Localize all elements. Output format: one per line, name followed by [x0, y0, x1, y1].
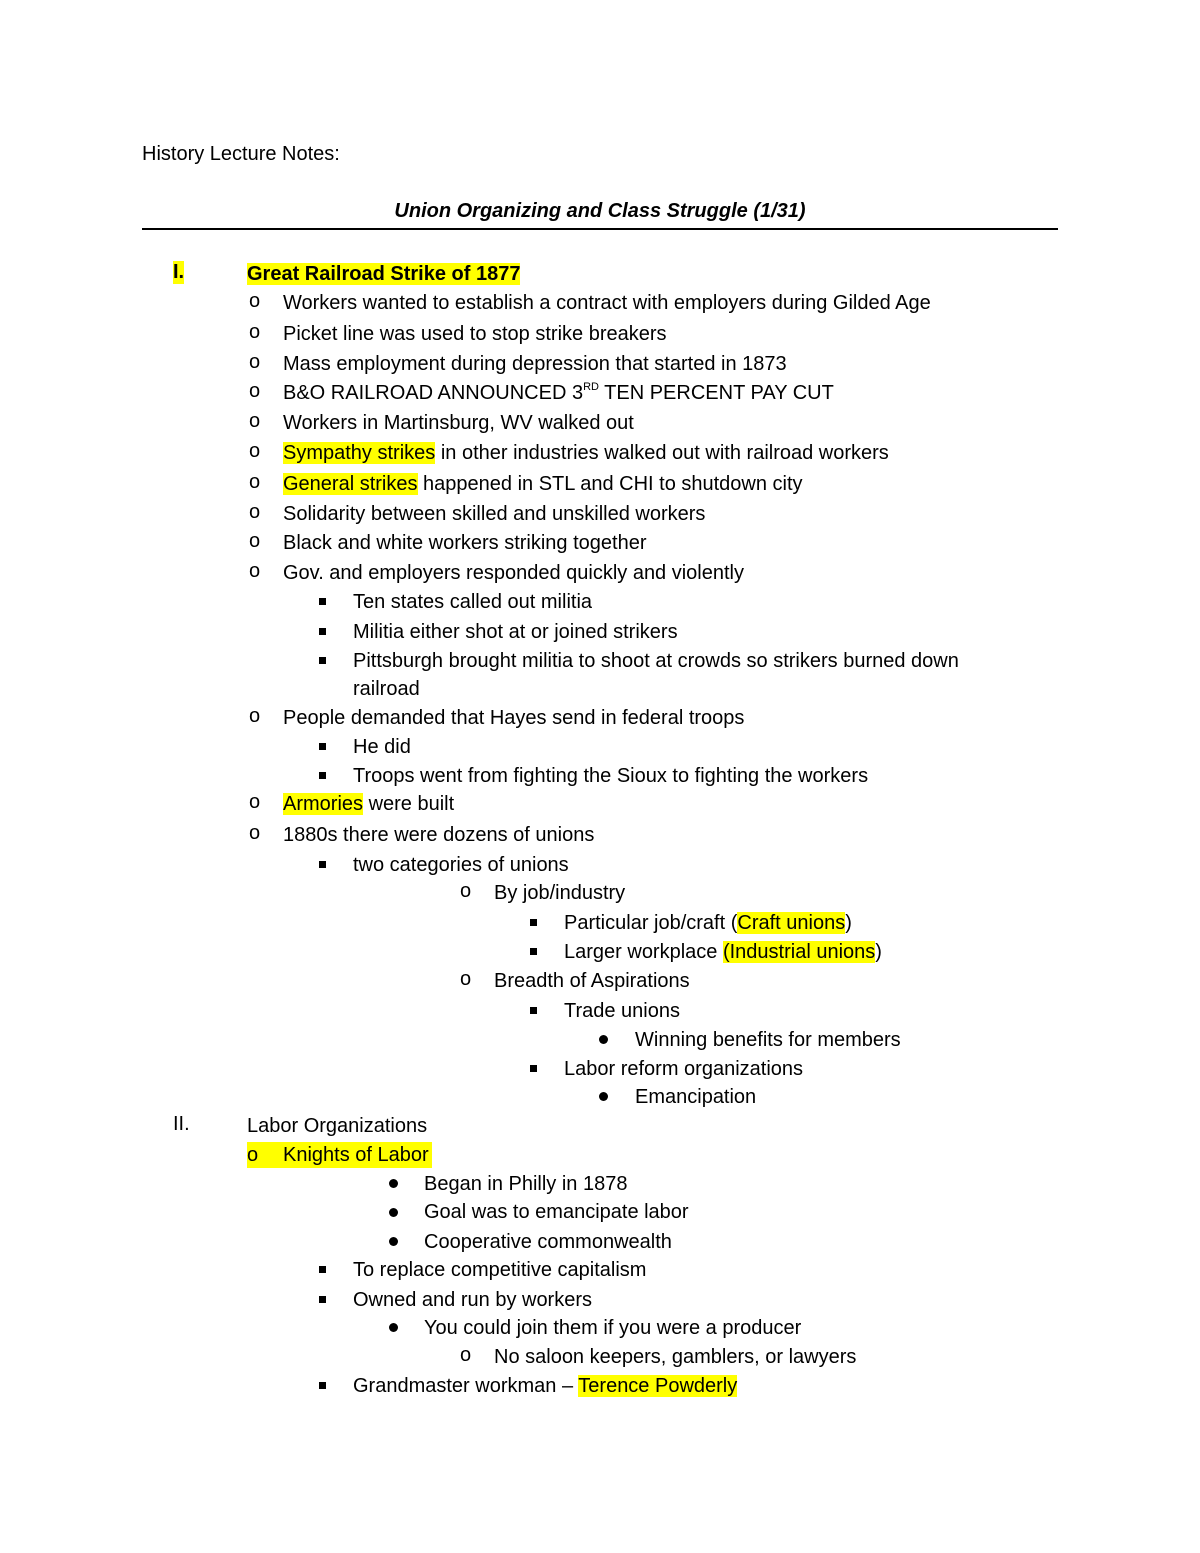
dot-bullet-icon	[389, 1208, 398, 1217]
list-item: Ten states called out militia	[353, 591, 593, 613]
highlighted-term: Craft unions	[737, 912, 846, 934]
dot-bullet-icon	[389, 1179, 398, 1188]
highlighted-term: (Industrial unions	[722, 941, 876, 963]
list-item	[283, 471, 803, 497]
section-1-heading	[247, 261, 520, 287]
dot-bullet-icon	[389, 1323, 398, 1332]
page-header: History Lecture Notes:	[142, 143, 340, 165]
circle-bullet-icon: o	[249, 440, 261, 462]
square-bullet-icon	[319, 1382, 326, 1389]
square-bullet-icon	[530, 948, 537, 955]
circle-bullet-icon: o	[249, 321, 261, 343]
list-item: Solidarity between skilled and unskilled workers	[283, 503, 706, 525]
list-item: People demanded that Hayes send in federal troops	[283, 707, 745, 729]
circle-bullet-icon: o	[249, 380, 261, 402]
circle-bullet-icon: o	[460, 1344, 472, 1366]
square-bullet-icon	[319, 657, 326, 664]
list-item	[247, 1142, 432, 1168]
page-title: Union Organizing and Class Struggle (1/31)	[394, 200, 806, 222]
circle-bullet-icon: o	[249, 705, 261, 727]
circle-bullet-icon: o	[249, 560, 261, 582]
highlighted-term: Sympathy strikes	[283, 442, 436, 464]
list-item: No saloon keepers, gamblers, or lawyers	[494, 1346, 857, 1368]
square-bullet-icon	[319, 1296, 326, 1303]
section-2-heading: Labor Organizations	[247, 1115, 428, 1137]
list-item: Workers wanted to establish a contract with employers during Gilded Age	[283, 292, 931, 314]
list-item: Trade unions	[564, 1000, 680, 1022]
list-item: Mass employment during depression that started in 1873	[283, 353, 787, 375]
square-bullet-icon	[530, 1007, 537, 1014]
highlighted-term: Knights of Labor	[283, 1144, 429, 1166]
circle-bullet-icon: o	[249, 822, 261, 844]
list-item: Owned and run by workers	[353, 1289, 593, 1311]
circle-bullet-icon: o	[249, 351, 261, 373]
list-item: By job/industry	[494, 882, 626, 904]
list-item: Labor reform organizations	[564, 1058, 804, 1080]
list-item-text: were built	[363, 793, 455, 815]
circle-bullet-icon: o	[460, 880, 472, 902]
list-item	[283, 440, 889, 466]
square-bullet-icon	[530, 1065, 537, 1072]
list-item-text: B&O RAILROAD ANNOUNCED 3	[283, 382, 584, 404]
section-1-numeral: I.	[173, 261, 185, 283]
list-item: To replace competitive capitalism	[353, 1259, 647, 1281]
circle-bullet-icon: o	[247, 1144, 259, 1166]
list-item-text: Grandmaster workman –	[353, 1375, 579, 1397]
list-item: Black and white workers striking together	[283, 532, 647, 554]
list-item: two categories of unions	[353, 854, 569, 876]
circle-bullet-icon: o	[460, 968, 472, 990]
list-item: Winning benefits for members	[635, 1029, 901, 1051]
circle-bullet-icon: o	[249, 410, 261, 432]
circle-bullet-icon: o	[249, 471, 261, 493]
square-bullet-icon	[319, 743, 326, 750]
list-item: Workers in Martinsburg, WV walked out	[283, 412, 634, 434]
list-item	[353, 1373, 737, 1399]
dot-bullet-icon	[599, 1092, 608, 1101]
list-item-text: happened in STL and CHI to shutdown city	[417, 473, 803, 495]
section-2-numeral: II.	[173, 1113, 190, 1135]
list-item: Picket line was used to stop strike breakers	[283, 323, 667, 345]
list-item: You could join them if you were a producer	[424, 1317, 802, 1339]
list-item	[564, 939, 882, 965]
list-item: Troops went from fighting the Sioux to fighting the workers	[353, 765, 869, 787]
square-bullet-icon	[530, 919, 537, 926]
square-bullet-icon	[319, 628, 326, 635]
list-item: Goal was to emancipate labor	[424, 1201, 689, 1223]
list-item: 1880s there were dozens of unions	[283, 824, 595, 846]
list-item: Cooperative commonwealth	[424, 1231, 672, 1253]
list-item: He did	[353, 736, 411, 758]
list-item-text: Larger workplace	[564, 941, 723, 963]
list-item: Militia either shot at or joined strikers	[353, 621, 678, 643]
circle-bullet-icon: o	[249, 501, 261, 523]
title-divider	[142, 228, 1058, 230]
square-bullet-icon	[319, 1266, 326, 1273]
square-bullet-icon	[319, 598, 326, 605]
dot-bullet-icon	[389, 1237, 398, 1246]
circle-bullet-icon: o	[249, 530, 261, 552]
list-item	[283, 380, 834, 406]
list-item-text: )	[845, 912, 852, 934]
list-item-text: )	[875, 941, 882, 963]
ordinal-suffix: RD	[583, 381, 599, 393]
list-item: Breadth of Aspirations	[494, 970, 690, 992]
circle-bullet-icon: o	[249, 290, 261, 312]
section-1-heading-text: Great Railroad Strike of 1877	[247, 263, 521, 285]
square-bullet-icon	[319, 861, 326, 868]
list-item	[283, 791, 454, 817]
list-item-text: Particular job/craft (	[564, 912, 738, 934]
list-item: Gov. and employers responded quickly and violently	[283, 562, 744, 584]
circle-bullet-icon: o	[249, 791, 261, 813]
square-bullet-icon	[319, 772, 326, 779]
list-item	[564, 910, 852, 936]
list-item: Began in Philly in 1878	[424, 1173, 628, 1195]
list-item-text: TEN PERCENT PAY CUT	[598, 382, 834, 404]
list-item-text: in other industries walked out with railroad workers	[435, 442, 889, 464]
highlighted-term: Armories	[283, 793, 364, 815]
list-item: Emancipation	[635, 1086, 757, 1108]
dot-bullet-icon	[599, 1035, 608, 1044]
highlighted-term: Terence Powderly	[578, 1375, 738, 1397]
list-item: Pittsburgh brought militia to shoot at crowds so strikers burned down railroad	[353, 650, 959, 700]
highlighted-term: General strikes	[283, 473, 418, 495]
